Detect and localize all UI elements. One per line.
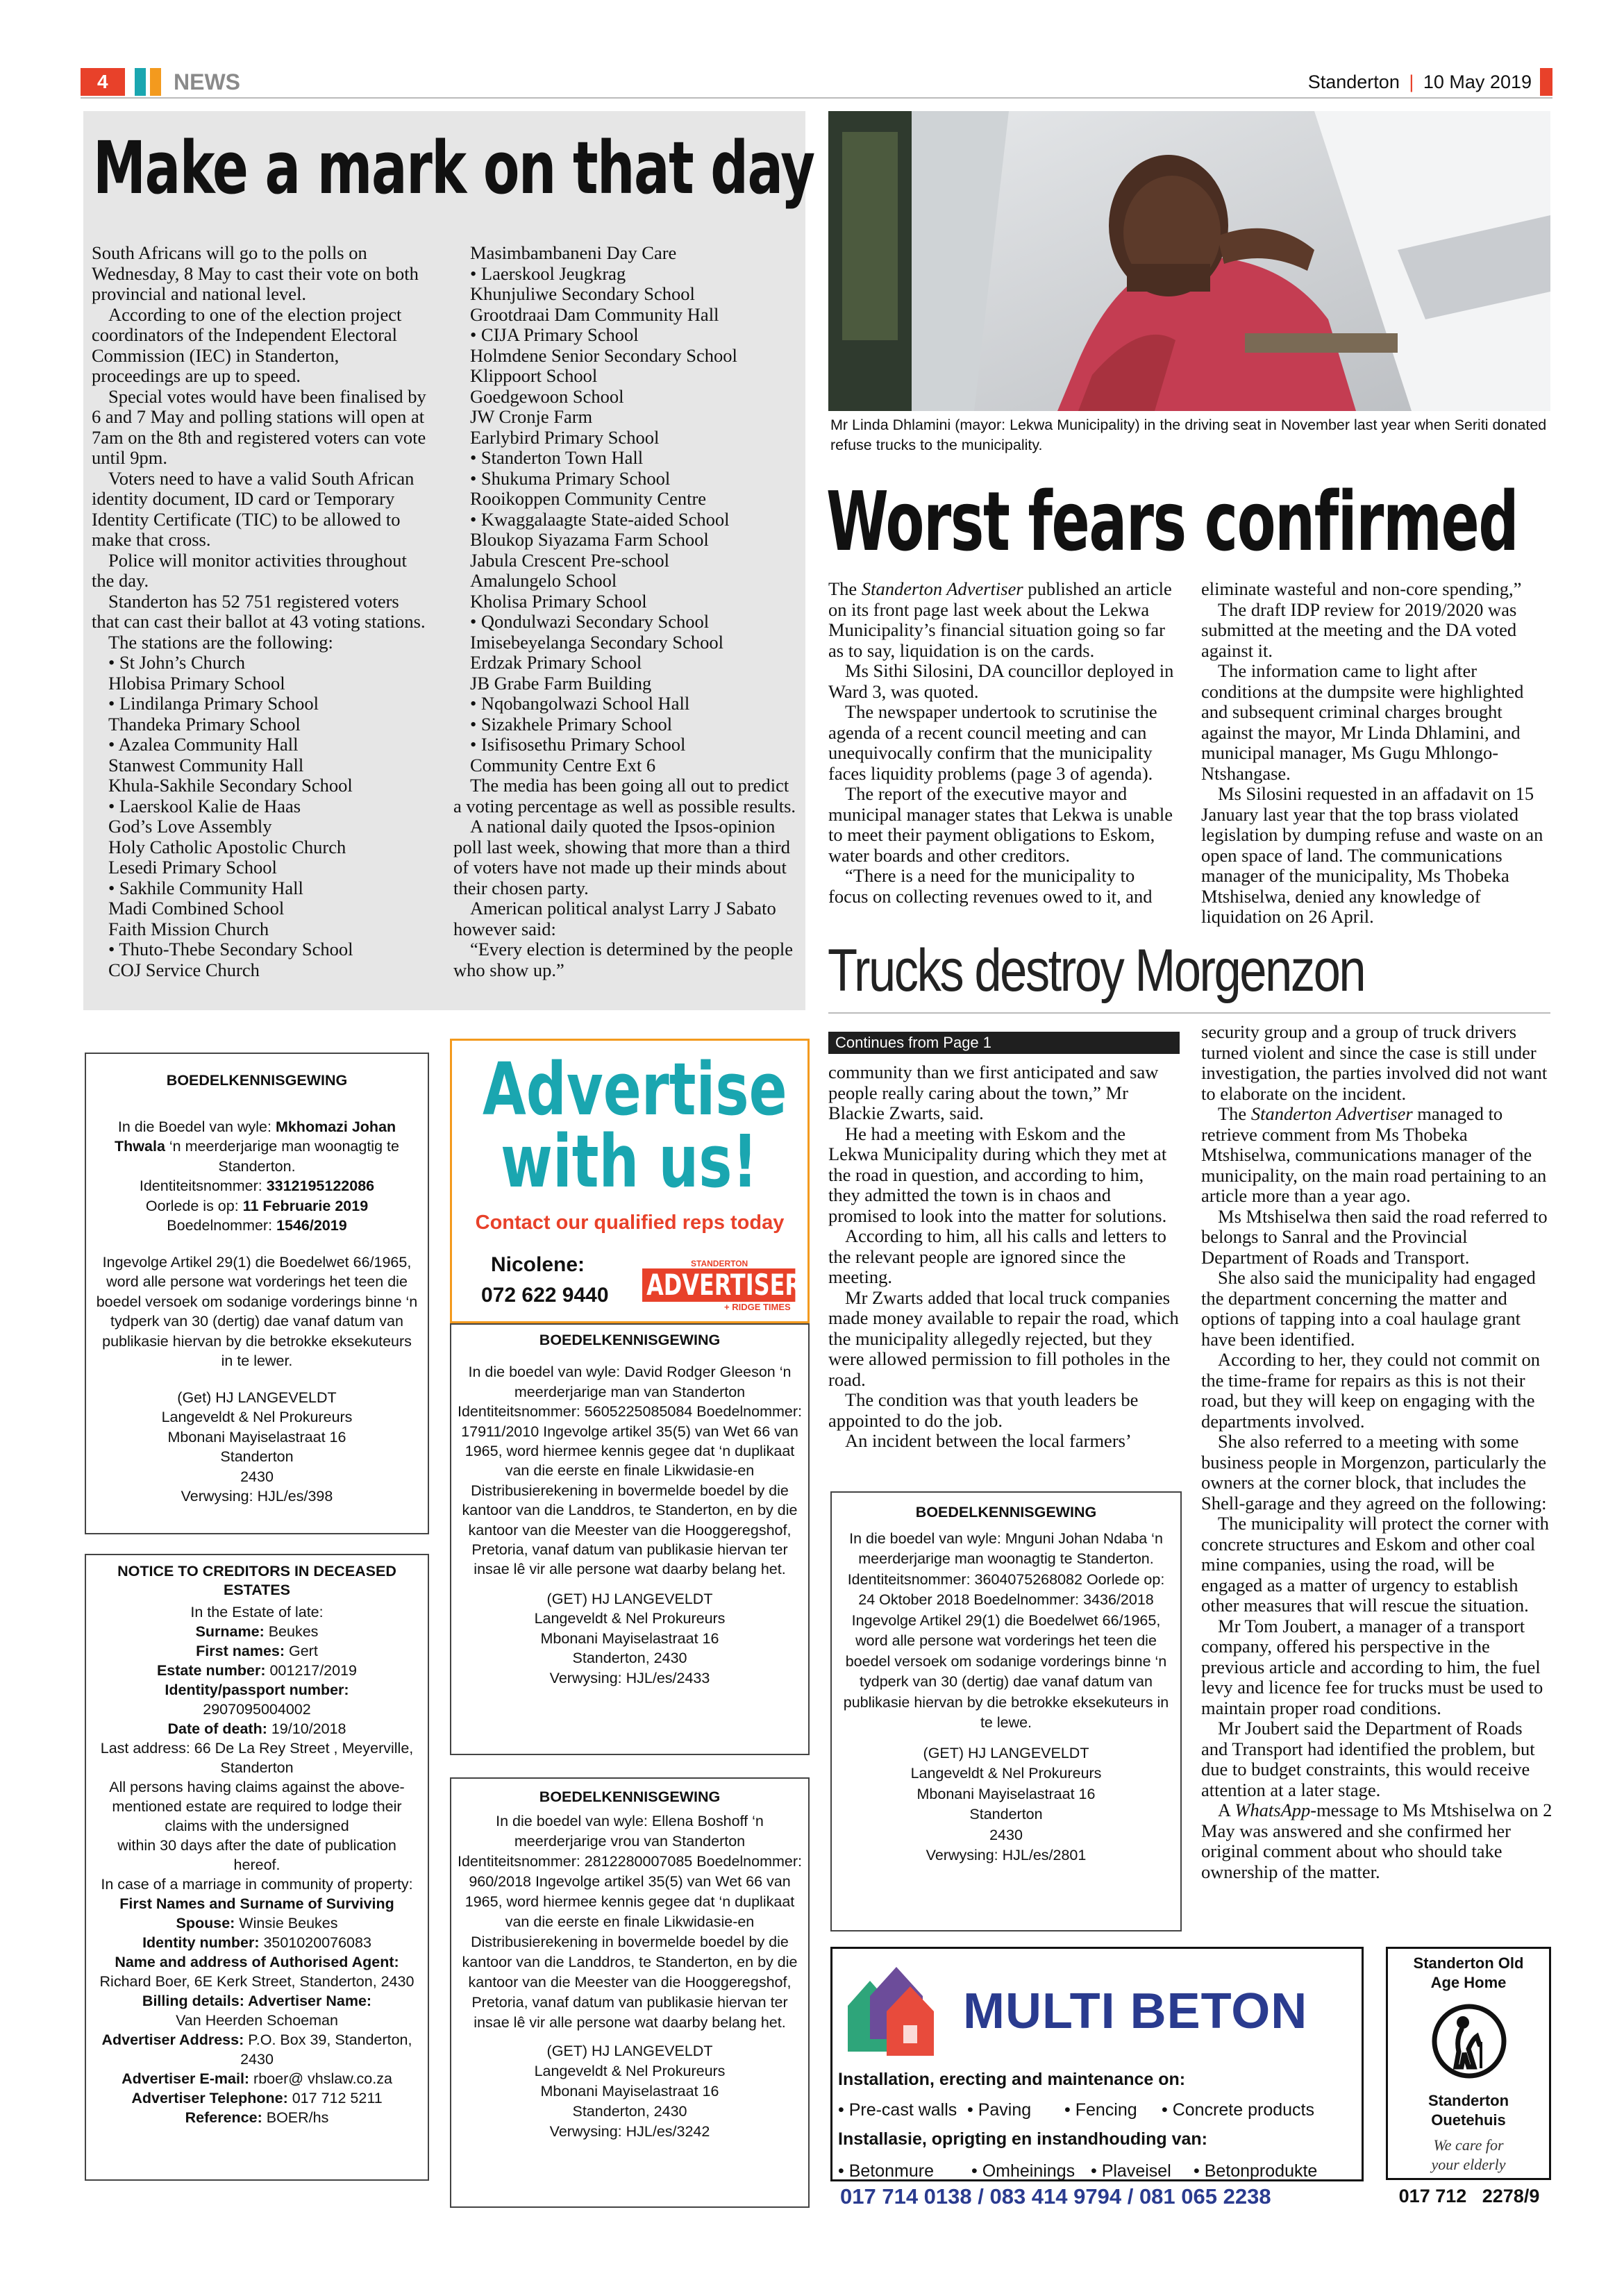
paragraph: Ms Mtshiselwa then said the road referred to belongs to Sanral and the Provincial Department of Roads and Transport.: [1201, 1205, 1548, 1268]
multi-beton-ad: [830, 1947, 1364, 2181]
list-item: • Lindilanga Primary School: [108, 693, 319, 714]
notice-line: [94, 2011, 419, 2030]
list-item: • Qondulwazi Secondary School: [470, 611, 710, 632]
paragraph: Ms Silosini requested in an affadavit on 15 January last year that the top brass violated legislation by dumping refuse and waste on an open space of land. The communications manager of the municipality, Ms Thobeka Mtshiselwa, denied any knowledge of liquidation on 26 April.: [1201, 783, 1543, 927]
notice-line: [94, 1719, 419, 1738]
creditors-lines: [94, 1602, 419, 2127]
list-item: • Standerton Town Hall: [470, 447, 644, 468]
notice-signature: [455, 2041, 804, 2142]
list-item: • Fencing: [1064, 2100, 1137, 2120]
list-item: Goedgewoon School: [470, 385, 624, 407]
signature-line: (Get) HJ LANGEVELDT: [177, 1389, 337, 1406]
signature-line: Mbonani Mayiselastraat 16: [540, 1629, 719, 1647]
article-column-1: [828, 579, 1177, 907]
notice-body: In die boedel van wyle: Mnguni Johan Ndaba ‘n meerderjarige man woonagtig te Standerton. Identiteitsnommer: 3604075268082 Oorlede op: 24 Oktober 2018 Boedelnommer: 3436/2018 Ingevolge Artikel 29(1) die Boedelwet 66/1965, word alle persone wat vorderings het teen die boedel versoek om sodanige vorderings binne ‘n tydperk van 30 (dertig) dae vanaf datum van publikasie hiervan by die betrokke eksekuteurs in te lewe.: [843, 1530, 1169, 1731]
station-list-2: [453, 243, 798, 776]
list-item: Madi Combined School: [108, 898, 285, 919]
estate-number: 1546/2019: [276, 1217, 347, 1234]
paragraph: According to one of the election project coordinators of the Independent Electoral Commission (IEC) in Standerton, proceedings are up to speed.: [92, 303, 402, 386]
page-number: 4: [97, 71, 108, 92]
list-item: • Paving: [967, 2100, 1032, 2120]
paragraph: The condition was that youth leaders be appointed to do the job.: [828, 1389, 1139, 1431]
paragraph: The newspaper undertook to scrutinise the agenda of a recent council meeting and can unequivocally confirm that the municipality faces liquidity problems (page 3 of agenda).: [828, 701, 1157, 784]
signature-line: Langeveldt & Nel Prokureurs: [910, 1765, 1102, 1782]
legal-notice-ndaba: [830, 1491, 1182, 1932]
field-value: All persons having claims against the above-mentioned estate are required to lodge their claims with the undersigned: [109, 1779, 405, 1834]
field-value: 2907095004002: [203, 1701, 311, 1718]
field-value: In case of a marriage in community of property:: [101, 1876, 413, 1893]
notice-line: [94, 2088, 419, 2108]
signature-line: Standerton, 2430: [572, 2103, 687, 2120]
paragraph: The stations are the following:: [108, 631, 333, 653]
newspaper-name: Standerton Advertiser: [1250, 1103, 1413, 1124]
article-column-2: [453, 243, 798, 980]
list-item: • Nqobangolwazi School Hall: [470, 693, 690, 714]
signature-line: Verwysing: HJL/es/3242: [549, 2123, 710, 2140]
notice-signature: [455, 1589, 804, 1688]
services-list-af: [838, 2161, 1352, 2181]
notice-estate: [96, 1216, 418, 1236]
publication-name: Standerton: [1307, 72, 1400, 92]
slogan-1: We care for: [1433, 2136, 1504, 2154]
elderly-person-icon: [1431, 2003, 1507, 2079]
date-of-death: 11 Februarie 2019: [242, 1197, 369, 1214]
newspaper-name: Standerton Advertiser: [861, 578, 1023, 599]
list-item: COJ Service Church: [108, 959, 260, 980]
accent-bar-teal: [135, 68, 146, 96]
services-list-en: [838, 2100, 1352, 2120]
app-name: WhatsApp: [1234, 1800, 1311, 1820]
field-label: Name and address of Authorised Agent:: [115, 1954, 399, 1970]
notice-died: [96, 1196, 418, 1216]
continues-bar: Continues from Page 1: [828, 1032, 1180, 1054]
list-item: • Sizakhele Primary School: [470, 713, 673, 735]
paragraph: The draft IDP review for 2019/2020 was submitted at the meeting and the DA voted against it.: [1201, 598, 1517, 661]
list-item: Stanwest Community Hall: [108, 754, 304, 776]
notice-signature: [839, 1743, 1173, 1866]
logo-bottom: + RIDGE TIMES: [724, 1302, 791, 1312]
company-phones: 017 714 0138 / 083 414 9794 / 081 065 2238: [840, 2184, 1271, 2209]
signature-line: Verwysing: HJL/es/398: [181, 1488, 333, 1505]
signature-line: Standerton: [969, 1806, 1043, 1822]
list-item: • Isifisosethu Primary School: [470, 734, 686, 755]
text-run: Boedelnommer:: [167, 1217, 277, 1234]
page-header: [81, 67, 1552, 100]
text-run: A: [1218, 1800, 1235, 1820]
signature-line: (GET) HJ LANGEVELDT: [546, 2043, 713, 2059]
list-item: • Kwaggalaagte State-aided School: [470, 508, 730, 530]
id-number: 3312195122086: [266, 1178, 375, 1194]
signature-line: Standerton, 2430: [572, 1650, 687, 1667]
article-column-2: [1201, 579, 1552, 928]
list-item: Bloukop Siyazama Farm School: [470, 529, 709, 550]
list-item: • Betonmure: [838, 2161, 934, 2181]
field-value: 3501020076083: [259, 1934, 371, 1951]
field-label: Advertiser E-mail:: [122, 2070, 250, 2087]
signature-line: Mbonani Mayiselastraat 16: [916, 1785, 1096, 1802]
ad-headline-2: with us!: [501, 1119, 758, 1204]
headline-rule: [828, 1012, 1550, 1014]
article-column-1: [92, 243, 429, 980]
field-label: Billing details: Advertiser Name:: [142, 1993, 372, 2009]
text-run: The: [828, 578, 862, 599]
list-item: Khunjuliwe Secondary School: [470, 283, 695, 304]
notice-body: In die boedel van wyle: Ellena Boshoff ‘n meerderjarige vrou van Standerton Identiteitsnommer: 2812280007085 Boedelnommer: 960/2018 Ingevolge artikel 35(5) van Wet 66 van 1965, word hiermee kennis gegee dat ‘n duplikaat van die eerste en finale Likwidasie-en Distribusierekening in bovermelde boedel by die kantoor van die Landdros, te Standerton, en by die kantoor van die Meester van die Hooggeregshof, Pretoria, vanaf datum van publikasie hiervan ter insae lê vir alle persone wat daarby belang het.: [457, 1813, 802, 2031]
notice-line: [94, 1875, 419, 1894]
notice-line: [94, 1972, 419, 1991]
mayor-in-truck-photo: [828, 111, 1550, 411]
list-item: Kholisa Primary School: [470, 590, 647, 612]
paragraph: Standerton has 52 751 registered voters that can cast their ballot at 43 voting stations.: [92, 590, 426, 632]
article-headline: Trucks destroy Morgenzon: [828, 937, 1365, 1004]
list-item: • Pre-cast walls: [838, 2100, 957, 2120]
field-value: Last address: 66 De La Rey Street , Meyerville, Standerton: [100, 1740, 414, 1776]
notice-line: [94, 1738, 419, 1777]
text-run: managed to retrieve comment from Ms Thobeka Mtshiselwa, communications manager of the municipality, on the main road pertaining to an article more than a year ago.: [1201, 1103, 1547, 1206]
paragraph: Mr Zwarts added that local truck companies made money available to repair the road, which the municipality allegedly rejected, but they were allowed permission to fill potholes in the road.: [828, 1287, 1179, 1390]
list-item: Khula-Sakhile Secondary School: [108, 775, 353, 796]
notice-heading: BOEDELKENNISGEWING: [166, 1072, 348, 1089]
list-item: Holmdene Senior Secondary School: [470, 344, 737, 366]
home-phone: 017 712 2278/9: [1398, 2186, 1540, 2206]
paragraph: A national daily quoted the Ipsos-opinion poll last week, showing that more than a third of voters have not made up their minds about their chosen party.: [453, 816, 790, 898]
signature-line: Mbonani Mayiselastraat 16: [540, 2083, 719, 2100]
list-item: Lesedi Primary School: [108, 857, 277, 878]
notice-line: [94, 2069, 419, 2088]
paragraph: She also referred to a meeting with some business people in Morgenzon, particularly the owners at the corner block, that includes the Shell-garage and they agreed on the following:: [1201, 1431, 1547, 1514]
list-item: Masimbambaneni Day Care: [470, 242, 677, 263]
text-run: In die Boedel van wyle:: [117, 1118, 276, 1135]
field-label: Surname:: [195, 1623, 265, 1640]
advertiser-logo: [642, 1259, 802, 1314]
field-value: In the Estate of late:: [190, 1604, 324, 1620]
list-item: • Azalea Community Hall: [108, 734, 299, 755]
notice-line: [94, 1602, 419, 1622]
notice-body: Ingevolge Artikel 29(1) die Boedelwet 66/1965, word alle persone wat vorderings het teen die boedel versoek om sodanige vorderings binne ‘n tydperk van 30 (dertig) dae vanaf datum van publikasie hiervan by die betrokke eksekuteurs in te lewer.: [96, 1253, 418, 1369]
article-headline: Make a mark on that day: [93, 126, 814, 210]
field-label: Identity/passport number:: [165, 1682, 349, 1698]
notice-line: [94, 1680, 419, 1700]
paragraph: He had a meeting with Eskom and the Lekwa Municipality during which they met at the road in question, and according to him, they admitted the town is in chaos and promised to look into the matter for solutions.: [828, 1123, 1167, 1226]
list-item: • Plaveisel: [1091, 2161, 1171, 2181]
field-value: Winsie Beukes: [235, 1915, 338, 1932]
paragraph: security group and a group of truck drivers turned violent and since the case is still under investigation, the parties involved did not want to elaborate on the incident.: [1201, 1021, 1548, 1104]
field-value: BOER/hs: [262, 2109, 329, 2126]
article-headline: Worst fears confirmed: [826, 474, 1518, 569]
list-item: Grootdraai Dam Community Hall: [470, 303, 719, 325]
text-run: published an article on its front page last week about the Lekwa Municipality’s financial situation going so far as to say, liquidation is on the cards.: [828, 578, 1172, 661]
list-item: • Thuto-Thebe Secondary School: [108, 939, 353, 960]
notice-line: [94, 1622, 419, 1641]
houses-logo-icon: [842, 1963, 946, 2060]
notice-line: [94, 1661, 419, 1680]
text-run: Identiteitsnommer:: [139, 1178, 267, 1194]
signature-line: (GET) HJ LANGEVELDT: [923, 1744, 1089, 1761]
list-item: • Shukuma Primary School: [470, 467, 671, 489]
notice-line: [94, 2030, 419, 2069]
notice-line: [94, 1933, 419, 1952]
header-dateline: Standerton | 10 May 2019: [1307, 72, 1532, 92]
list-item: Hlobisa Primary School: [108, 672, 285, 694]
notice-line: [94, 2108, 419, 2127]
paragraph: community than we first anticipated and saw people really caring about the town,” Mr Blackie Zwarts, said.: [828, 1062, 1159, 1123]
paragraph: American political analyst Larry J Sabato however said:: [453, 898, 776, 939]
paragraph: According to her, they could not commit on the time-frame for repairs as this is not their road, but they will keep on engaging with the departments involved.: [1201, 1349, 1541, 1432]
field-value: P.O. Box 39, Standerton, 2430: [240, 2031, 412, 2068]
field-value: Beukes: [264, 1623, 319, 1640]
notice-heading: BOEDELKENNISGEWING: [539, 1788, 721, 1805]
paragraph: Special votes would have been finalised by 6 and 7 May and polling stations will open at 7am on the 8th and registered voters can vote until 9pm.: [92, 385, 426, 468]
list-item: • Laerskool Kalie de Haas: [108, 795, 301, 816]
list-item: Amalungelo School: [470, 570, 617, 591]
accent-bar-orange: [150, 68, 161, 96]
list-item: Erdzak Primary School: [470, 652, 642, 673]
field-label: Estate number:: [156, 1662, 266, 1679]
home-name-1: Standerton: [1428, 2092, 1509, 2109]
list-item: Community Centre Ext 6: [470, 754, 656, 776]
old-age-home-ad: [1386, 1947, 1551, 2180]
paragraph: Police will monitor activities throughout the day.: [92, 549, 407, 591]
signature-line: 2430: [240, 1468, 274, 1485]
article-make-a-mark: [83, 111, 814, 1010]
article-column-1: [828, 1062, 1180, 1452]
paragraph: The report of the executive mayor and municipal manager states that Lekwa is unable to meet their payment obligations to Eskom, water boards and other creditors.: [828, 783, 1173, 866]
ad-contact-phone: 072 622 9440: [481, 1284, 609, 1307]
ad-contact-name: Nicolene:: [491, 1253, 585, 1276]
paragraph: An incident between the local farmers’: [845, 1430, 1132, 1451]
slogan-2: your elderly: [1431, 2156, 1506, 2173]
list-item: Holy Catholic Apostolic Church: [108, 836, 346, 857]
list-item: • CIJA Primary School: [470, 324, 639, 345]
list-item: JW Cronje Farm: [470, 406, 593, 427]
title-line-1: Standerton Old: [1413, 1954, 1524, 1972]
paragraph: The municipality will protect the corner with concrete structures and Eskom and other coal mine companies, using the road, will be engaged as a matter of urgency to establish other measures that will rescue the situation.: [1201, 1513, 1549, 1616]
paragraph: Ms Sithi Silosini, DA councillor deployed in Ward 3, was quoted.: [828, 660, 1174, 702]
signature-line: Langeveldt & Nel Prokureurs: [534, 1610, 726, 1627]
field-label: First names:: [196, 1643, 285, 1659]
notice-id: [96, 1176, 418, 1196]
notice-line: [94, 1836, 419, 1875]
field-value: 19/10/2018: [267, 1720, 346, 1737]
signature-line: Verwysing: HJL/es/2801: [926, 1847, 1087, 1863]
field-label: Date of death:: [167, 1720, 267, 1737]
section-label: NEWS: [174, 69, 240, 94]
list-item: Jabula Crescent Pre-school: [470, 549, 669, 571]
list-item: JB Grabe Farm Building: [470, 672, 652, 694]
news-photo: [828, 111, 1550, 411]
article-column-2: [1201, 1022, 1552, 1882]
notice-line: [94, 1894, 419, 1933]
notice-heading: NOTICE TO CREDITORS IN DECEASED ESTATES: [117, 1563, 396, 1598]
list-item: Rooikoppen Community Centre: [470, 488, 707, 509]
field-label: Advertiser Address:: [101, 2031, 244, 2048]
paragraph: Mr Tom Joubert, a manager of a transport company, offered his perspective in the previous article and according to him, the fuel levy and licence fee for trucks must be used to maintain proper road conditions.: [1201, 1615, 1543, 1718]
signature-line: Langeveldt & Nel Prokureurs: [534, 2063, 726, 2079]
notice-line: [94, 1641, 419, 1661]
paragraph: eliminate wasteful and non-core spending,”: [1201, 578, 1522, 599]
list-item: God’s Love Assembly: [108, 816, 272, 837]
list-item: • St John’s Church: [108, 652, 246, 673]
notice-heading: BOEDELKENNISGEWING: [539, 1332, 721, 1348]
field-value: Van Heerden Schoeman: [176, 2012, 338, 2029]
paragraph: Voters need to have a valid South African identity document, ID card or Temporary Identity Certificate (TIC) to be allowed to make that cross.: [92, 467, 415, 550]
ad-subline: Contact our qualified reps today: [475, 1212, 785, 1234]
list-item: Earlybird Primary School: [470, 426, 660, 448]
notice-line: [94, 1991, 419, 2011]
list-item: • Omheinings: [971, 2161, 1075, 2181]
photo-caption: Mr Linda Dhlamini (mayor: Lekwa Municipality) in the driving seat in November last year when Seriti donated refuse trucks to the municipality.: [830, 417, 1547, 453]
notice-body: In die boedel van wyle: David Rodger Gleeson ‘n meerderjarige man van Standerton Identiteitsnommer: 5605225085084 Boedelnommer: 17911/2010 Ingevolge artikel 35(5) van Wet 66 van 1965, word hiermee kennis gegee dat ‘n duplikaat van die eerste en finale Likwidasie-en Distribusierekening in bovermelde boedel by die kantoor van die Landdros, te Standerton, en by die kantoor van die Meester van die Hooggeregshof, Pretoria, vanaf datum van publikasie hiervan ter insae lê vir alle persone wat daarby belang het.: [457, 1364, 802, 1578]
title-line-2: Age Home: [1430, 1974, 1507, 1991]
paragraph: According to him, all his calls and letters to the relevant people are ignored since the meeting.: [828, 1225, 1166, 1287]
advertise-with-us-ad: [450, 1039, 810, 1323]
header-rule: [81, 97, 1552, 99]
text-run: ‘n meerderjarige man woonagtig te Standerton.: [165, 1138, 399, 1175]
text-run: Oorlede is op:: [145, 1197, 243, 1214]
ad-headline-1: Advertise: [483, 1047, 787, 1132]
page-number-box: [81, 68, 125, 96]
list-item: • Concrete products: [1162, 2100, 1314, 2120]
paragraph: The media has been going all out to predict a voting percentage as well as possible results.: [453, 775, 796, 816]
issue-date: 10 May 2019: [1423, 72, 1532, 92]
text-run: -message to Ms Mtshiselwa on 2 May was answered and she confirmed her original comment about who should take ownership of the matter.: [1201, 1800, 1552, 1882]
list-item: • Laerskool Jeugkrag: [470, 262, 626, 284]
signature-line: Langeveldt & Nel Prokureurs: [161, 1409, 353, 1425]
notice-intro: [96, 1117, 418, 1177]
services-heading-af: Installasie, oprigting en instandhouding van:: [838, 2129, 1207, 2149]
paragraph: [828, 579, 1177, 661]
field-label: Advertiser Telephone:: [131, 2090, 288, 2106]
list-item: Klippoort School: [470, 365, 598, 386]
legal-notice-thwala: [85, 1053, 429, 1534]
paragraph: The information came to light after conditions at the dumpsite were highlighted and subsequent criminal charges brought against the mayor, Mr Linda Dhlamini, and municipal manager, Ms Gugu Mhlongo-Ntshangase.: [1201, 660, 1524, 784]
field-label: First Names and Surname of Surviving Spouse:: [119, 1895, 394, 1932]
legal-notice-boshoff: [450, 1777, 810, 2208]
field-value: 017 712 5211: [287, 2090, 383, 2106]
field-label: Identity number:: [142, 1934, 260, 1951]
field-value: Richard Boer, 6E Kerk Street, Standerton, 2430: [99, 1973, 415, 1990]
list-item: Faith Mission Church: [108, 918, 269, 939]
paragraph: “There is a need for the municipality to focus on collecting revenues owed to it, and: [828, 865, 1153, 907]
signature-line: Standerton: [220, 1448, 294, 1465]
paragraph: She also said the municipality had engaged the department concerning the matter and options of tapping into a coal haulage grant have been identified.: [1201, 1267, 1536, 1350]
field-value: rboer@ vhslaw.co.za: [249, 2070, 392, 2087]
logo-main: ADVERTISER: [642, 1268, 795, 1302]
logo-top: STANDERTON: [691, 1259, 748, 1268]
services-heading-en: Installation, erecting and maintenance on:: [838, 2070, 1186, 2089]
field-value: 001217/2019: [265, 1662, 358, 1679]
notice-to-creditors: [85, 1554, 429, 2181]
notice-heading: BOEDELKENNISGEWING: [915, 1504, 1097, 1520]
field-label: Reference:: [185, 2109, 262, 2126]
text-run: The: [1218, 1103, 1251, 1124]
header-red-tab: [1540, 68, 1552, 96]
notice-line: [94, 1952, 419, 1972]
deceased-name: Mkhomazi Johan Thwala: [115, 1118, 396, 1155]
list-item: Thandeka Primary School: [108, 713, 301, 735]
company-name: MULTI BETON: [963, 1984, 1308, 2039]
station-list-1: [92, 653, 429, 980]
paragraph: [1201, 1800, 1552, 1882]
field-value: Gert: [285, 1643, 318, 1659]
notice-line: [94, 1700, 419, 1719]
paragraph: Mr Joubert said the Department of Roads and Transport had identified the problem, but due to budget constraints, this would receive attention at a later stage.: [1201, 1718, 1535, 1800]
home-name-2: Ouetehuis: [1431, 2111, 1506, 2129]
list-item: Imisebeyelanga Secondary School: [470, 631, 723, 653]
list-item: • Betonprodukte: [1194, 2161, 1318, 2181]
signature-line: 2430: [989, 1826, 1023, 1843]
signature-line: (GET) HJ LANGEVELDT: [546, 1590, 713, 1607]
signature-line: Verwysing: HJL/es/2433: [549, 1669, 710, 1686]
list-item: • Sakhile Community Hall: [108, 877, 303, 898]
notice-signature: [96, 1388, 418, 1507]
field-value: within 30 days after the date of publication hereof.: [117, 1837, 396, 1873]
paragraph: “Every election is determined by the people who show up.”: [453, 939, 794, 980]
paragraph: [1201, 1104, 1552, 1207]
legal-notice-gleeson: [450, 1323, 810, 1755]
paragraph: South Africans will go to the polls on Wednesday, 8 May to cast their vote on both provincial and national level.: [92, 242, 419, 304]
notice-line: [94, 1777, 419, 1836]
signature-line: Mbonani Mayiselastraat 16: [167, 1428, 346, 1446]
